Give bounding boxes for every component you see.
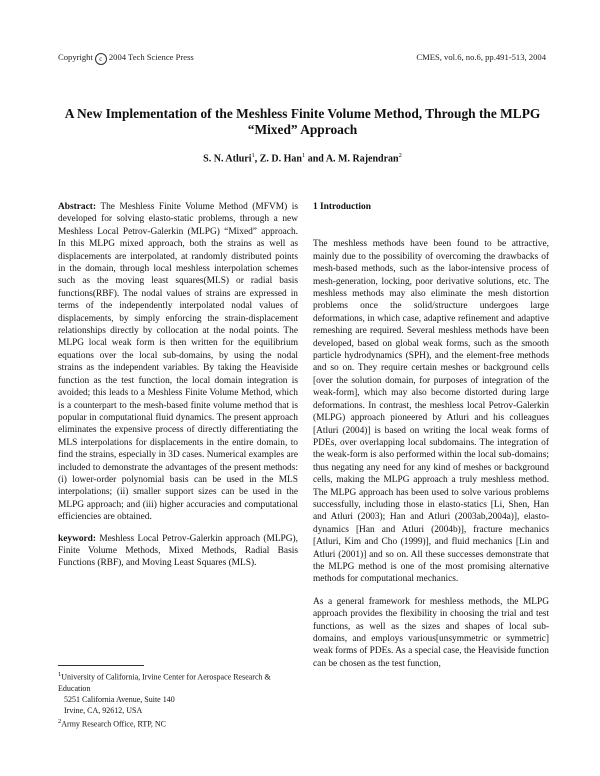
author-affiliation-mark: 2 (398, 152, 402, 159)
keywords (58, 533, 298, 570)
copyright-line (58, 52, 194, 65)
keywords-text: Meshless Local Petrov-Galerkin approach (MLPG), Finite Volume Methods, Mixed Methods, Radial Basis Functions (RBF), and Moving Least Squares (MLS). (58, 533, 299, 569)
author-name: S. N. Atluri (203, 153, 252, 165)
author-affiliation-mark: 1 (251, 152, 255, 159)
paper-title: A New Implementation of the Meshless Finite Volume Method, Through the MLPG “Mixed” Approach (64, 106, 541, 137)
footnote-rule (58, 665, 144, 666)
abstract-text: The Meshless Finite Volume Method (MFVM) is developed for solving elasto-static problems, through a new Meshless Local Petrov-Galerkin (MLPG) “Mixed” approach. In this MLPG mixed approach, both the strains as well as displacements are interpolated, at randomly distributed points in the domain, through local meshless interpolation schemes such as the moving least squares(MLS) or radial basis functions(RBF). The nodal values of strains are expressed in terms of the independently interpolated nodal values of displacements, by simply enforcing the strain-displacement relationships directly by collocation at the nodal points. The MLPG local weak form is then written for the equilibrium equations over the local sub-domains, by using the nodal strains as the independent variables. By taking the Heaviside function as the test function, the local domain integration is avoided; this leads to a Meshless Finite Volume Method, which is a counterpart to the mesh-based finite volume method that is popular in computational fluid dynamics. The present approach eliminates the expensive process of directly differentiating the MLS interpolations for displacements in the entire domain, to find the strains, especially in 3D cases. Numerical examples are included to demonstrate the advantages of the present methods: (i) lower-order polynomial basis can be used in the MLS interpolations; (ii) smaller support sizes can be used in the MLPG approach; and (iii) higher accuracies and computational efficiencies are obtained. (58, 202, 298, 523)
copyright-symbol: c (95, 53, 107, 65)
author-list (60, 152, 545, 164)
copyright-text: 2004 Tech Science Press (108, 52, 194, 62)
footnote-item: $^2$Army Research Office, RTP, NC (58, 717, 166, 729)
footnotes (58, 669, 298, 729)
intro-paragraph-2: As a general framework for meshless methods, the MLPG approach provides the flexibility in choosing the trial and test functions, as well as the sizes and shapes of local sub-domains, and employs various[unsymmetric or symmetric] weak forms of PDEs. As a special case, the Heaviside function can be chosen as the test function, (313, 596, 549, 669)
section-heading: 1 Introduction (313, 202, 371, 212)
left-column (58, 201, 298, 570)
author-affiliation-mark: 1 (301, 152, 306, 159)
author-separator: , (254, 153, 260, 165)
abstract (58, 201, 298, 524)
copyright-prefix: Copyright (58, 52, 93, 62)
author-name: A. M. Rajendran (325, 153, 399, 165)
intro-paragraph-1: The meshless methods have been found to be attractive, mainly due to the possibility of overcoming the drawbacks of mesh-based methods, such as the labor-intensive process of mesh-generation, locking, poor derivative solutions, etc. The meshless methods may also eliminate the mesh distortion problems once the solid/structure undergoes large deformations, in which case, adaptive refinement and adaptive remeshing are required. Several meshless methods have been developed, based on global weak forms, such as the smooth particle hydrodynamics (SPH), and the element-free methods and so on. They require certain meshes or background cells [over the solution domain, for purposes of integration of the weak-form], which may also become distorted during large deformations. In contrast, the meshless local Petrov-Galerkin (MLPG) approach pioneered by Atluri and his colleagues [Atluri (2004)] is based on writing the local weak forms of PDEs, over overlapping local subdomains. The integration of the weak-form is also performed within the local sub-domains; thus negating any need for any kind of meshes or background cells, making the MLPG approach a truly meshless method. The MLPG approach has been used to solve various problems successfully, including those in elasto-statics [Li, Shen, Han and Atluri (2003); Han and Atluri (2003ab,2004a)], elasto-dynamics [Han and Atluri (2004b)], fracture mechanics [Atluri, Kim and Cho (1999)], and fluid mechanics [Lin and Atluri (2001)] and so on. All these successes demonstrate that the MLPG method is one of the most promising alternative methods for computational mechanics. (313, 239, 549, 585)
author-name: Z. D. Han (259, 153, 302, 165)
author-separator: and (305, 153, 326, 165)
right-column (313, 201, 549, 670)
journal-citation: CMES, vol.6, no.6, pp.491-513, 2004 (416, 52, 546, 62)
keywords-label: keyword: (58, 533, 97, 544)
footnote-item: Irvine, CA, 92612, USA (64, 705, 143, 715)
abstract-label: Abstract: (58, 202, 97, 212)
footnote-item: $^1$University of California, Irvine Center for Aerospace Research & Education (58, 671, 271, 693)
footnote-item: 5251 California Avenue, Suite 140 (64, 694, 175, 704)
